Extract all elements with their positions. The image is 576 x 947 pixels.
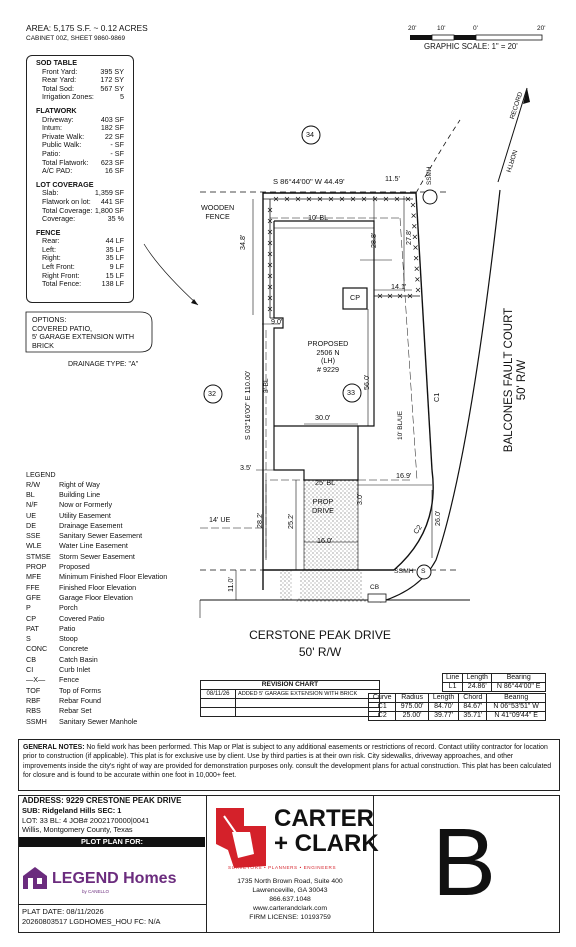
dim-11-5: 11.5' [385,174,400,183]
legend-key: R/W [26,479,40,489]
catch-basin-label: CB [370,584,380,591]
legend-row [26,552,206,562]
legend-row [26,490,206,500]
legend-value: Finished Floor Elevation [59,582,137,592]
ssmh-top-label: SSMH [426,166,433,185]
balcones-street-label [503,280,529,480]
flatwork-label: Intum: [42,123,62,133]
side-bl-label: 3' BL [263,378,270,393]
legend-key: —X— [26,675,46,685]
ue-14-label: 14' UE [209,515,231,524]
fence-x-mark [411,203,415,207]
proposed-line-2: 2506 N [316,347,340,357]
graphic-scale-label: GRAPHIC SCALE: 1" = 20' [424,42,518,51]
curve_table-cell: C1 [369,703,396,712]
line_table-header: Line [443,674,463,683]
coverage-label: Flatwork on lot: [42,196,91,206]
options-line-2: 5' GARAGE EXTENSION WITH [32,332,135,342]
coverage-rows [36,189,124,223]
cerstone-street-label [230,626,410,660]
flatwork-label: Public Walk: [42,140,82,150]
fence-x-mark [412,214,416,218]
coverage-label: Slab: [42,188,59,198]
fence-value: 9 LF [109,262,124,272]
legend-row [26,593,206,603]
legend-value: Minimum Finished Floor Elevation [59,572,168,582]
sod-title: SOD TABLE [36,58,77,67]
fence-value: 35 LF [105,253,124,263]
general-notes [23,743,555,781]
curve_table-header: Curve [369,694,396,703]
right-bl-label: 10' BL/UE [397,410,404,440]
dim-3-5: 3.5' [240,463,252,472]
plot-plan-banner: PLOT PLAN FOR: [19,837,205,847]
curve_table-cell: 975.00' [396,703,428,712]
proposed-house-label [304,340,352,374]
legend [26,470,206,727]
revision-desc [236,708,380,717]
legend-row [26,686,206,696]
sod-value: 395 SY [100,66,124,76]
curve_table-row [369,703,546,712]
dim-56-0: 56.0' [362,374,371,390]
ssmh-icon [368,190,437,602]
dim-16-0: 16.0' [317,536,333,545]
dim-9-0: 9.0' [271,317,283,326]
firm-map-icon [214,806,268,870]
legend-row [26,541,206,551]
proposed-line-4: # 9229 [317,364,339,374]
legend-value: Proposed [59,562,90,572]
flatwork-row [36,167,124,176]
line_table-row [443,683,546,692]
legend-row [26,665,206,675]
legend-value: Stoop [59,634,78,644]
curve_table-header: Chord [459,694,487,703]
fence-label: Right Front: [42,270,80,280]
curve_table-header: Bearing [487,694,546,703]
legend-value: Concrete [59,644,89,654]
revision-row [201,699,380,708]
balcones-street-row: 50' R/W [516,359,528,401]
line_table-cell: N 86°44'00" E [492,683,546,692]
legend-row [26,696,206,706]
legend-key: CONC [26,644,48,654]
flatwork-value: 22 SF [104,131,124,141]
curve_table-cell: 39.77' [428,712,459,721]
flatwork-title: FLATWORK [36,105,77,115]
sod-label: Total Sod: [42,83,74,93]
rear-bl-label: 10' BL [308,213,329,222]
firm-phone: 866.637.1048 [269,896,311,903]
flatwork-value: - SF [110,148,124,158]
record-label: RECORD [509,91,525,121]
dim-28-2: 28.2' [255,512,264,528]
revision-row [201,708,380,717]
legend-value: Rebar Set [59,706,92,716]
legend-value: Porch [59,603,78,613]
dim-11-0: 11.0' [226,577,235,592]
coverage-title: LOT COVERAGE [36,179,94,189]
legend-key: CI [26,665,34,675]
curve_table-cell: 84.67' [459,703,487,712]
curve-c2-label: C2 [411,522,424,536]
line_table-cell: L1 [443,683,463,692]
curve_table-cell: 25.00' [396,712,428,721]
revision-row [201,690,380,699]
curve_table-header: Radius [396,694,428,703]
legend-row [26,706,206,716]
legend-value: Now or Formerly [59,500,113,510]
firm-tagline: SURVEYORS • PLANNERS • ENGINEERS [228,865,337,870]
legend-value: Utility Easement [59,510,111,520]
cerstone-street-row: 50' R/W [298,645,342,659]
lot-33-label: 33 [347,388,355,397]
fence-x-mark [412,224,416,228]
dim-34-8: 34.8' [238,234,247,250]
options-title: OPTIONS: [32,315,67,324]
dim-26-0: 26.0' [433,510,442,526]
firm-address-line-2: Lawrenceville, GA 30043 [252,887,328,894]
legend-key: PROP [26,562,47,572]
legend-row [26,562,206,572]
fence-title: FENCE [36,227,61,237]
legend-row [26,614,206,624]
curve_table-cell: 35.71' [459,712,487,721]
legend-value: Building Line [59,490,101,499]
legend-key: WLE [26,541,42,551]
revision-date: 08/11/26 [201,690,236,699]
scale-tick-1: 20' [408,25,417,32]
balcones-street-name: BALCONES FAULT COURT [503,307,515,453]
wooden-fence-line-1: WOODEN [201,203,235,212]
legend-title: LEGEND [26,470,56,479]
legend-key: UE [26,510,36,520]
curve_table-row [369,712,546,721]
fence-label: Left Front: [42,262,75,272]
legend-row [26,500,206,510]
coverage-row [36,215,124,224]
line_table-header: Bearing [492,674,546,683]
flatwork-label: Total Flatwork: [42,157,89,167]
flatwork-label: Private Walk: [42,131,85,141]
fence-rows [36,237,124,289]
fence-value: 44 LF [105,236,124,246]
revision-desc [236,699,380,708]
legend-key: SSMH [26,716,47,726]
legend-row [26,572,206,582]
prop-drive-line-1: PROP [312,497,334,506]
dim-16-9: 16.9' [396,471,412,480]
coverage-value: 1,359 SF [94,188,124,198]
dim-25-bl: 25' BL [315,478,336,487]
flatwork-value: 403 SF [100,114,124,124]
flatwork-value: 623 SF [100,157,124,167]
left-bearing: S 03°16'00" E 110.00' [243,370,252,440]
legend-key: TOF [26,685,41,695]
fence-row [36,280,124,289]
fence-value: 35 LF [105,244,124,254]
general-notes-label: GENERAL NOTES: [23,744,85,751]
legend-key: RBS [26,706,41,716]
fence-x-mark [416,288,420,292]
legend-row [26,480,206,490]
firm-name-1: CARTER [274,805,374,832]
coverage-value: 1,800 SF [94,205,124,215]
curve_table-cell: N 06°53'51" W [487,703,546,712]
legend-value: Top of Forms [59,685,101,695]
flatwork-label: Driveway: [42,114,74,124]
legend-value: Storm Sewer Easement [59,551,135,561]
coverage-label: Coverage: [42,214,76,224]
legend-row [26,583,206,593]
legend-key: SSE [26,531,41,541]
options-line-3: BRICK [32,340,54,350]
legend-row [26,675,206,685]
revision-chart [200,680,380,717]
drainage-type: DRAINAGE TYPE: "A" [68,361,139,368]
legend-row [26,655,206,665]
sub-line: SUB: Ridgeland Hills SEC: 1 [22,806,122,815]
address-panel [19,796,205,847]
firm-website: www.carterandclark.com [252,905,328,912]
legend-value: Covered Patio [59,613,105,623]
sod-row [36,93,124,102]
options-text [32,316,134,350]
sod-value: 172 SY [100,75,124,85]
scale-tick-4: 20' [537,25,546,32]
prop-drive-label [312,498,334,515]
fence-x-mark [415,277,419,281]
legend-value: Right of Way [59,479,100,489]
legend-value: Catch Basin [59,654,98,664]
line-table [442,673,546,692]
address-line: ADDRESS: 9229 CRESTONE PEAK DRIVE [22,796,182,805]
legend-row [26,531,206,541]
legend-row [26,634,206,644]
proposed-line-3: (LH) [321,356,335,366]
dim-27-8: 27.8' [404,229,413,245]
county-line: Willis, Montgomery County, Texas [22,825,133,835]
legend-key: CP [26,613,36,623]
flatwork-value: - SF [110,140,124,150]
legend-key: DE [26,520,36,530]
plat-date-panel [19,904,206,926]
plat-date: PLAT DATE: 08/11/2026 [22,907,104,916]
legend-key: P [26,603,31,613]
fence-label: Total Fence: [42,279,82,289]
dim-28-8: 28.8' [369,232,378,248]
sod-value: 567 SY [100,83,124,93]
curve_table-cell: C2 [369,712,396,721]
line_table-header: Length [463,674,492,683]
quantities-box [26,55,134,303]
legend-value: Fence [59,675,79,685]
fence-label: Rear: [42,236,60,246]
legend-key: MFE [26,572,42,582]
fence-x-mark [415,267,419,271]
wooden-fence-label [201,204,234,221]
legend-row [26,624,206,634]
firm-address [210,877,370,922]
flatwork-value: 182 SF [100,123,124,133]
sod-label: Irrigation Zones: [42,92,94,102]
legend-value: Patio [59,623,76,633]
curve_table-cell: N 41°09'44" E [487,712,546,721]
builder-name: LEGEND Homes [52,870,177,887]
legend-value: Garage Floor Elevation [59,592,133,602]
fence-label: Right: [42,253,61,263]
general-notes-text: No field work has been performed. This Map or Plat is subject to any additional easements or restrictions of record. Contact utility contractor for location prior to construction (if applicable). This plat is for exclusive use by client. Use by third parties is at their own risk. City sidewalks, driveway approaches, and other improvements inside the city's right of way are provided for demonstration purposes only. consult the development plans for actual construction. This plat has been calculated for closure and is found to be accurate within one foot in 10,000+ feet. [23,744,552,780]
curve-c1-label: C1 [432,392,441,402]
fence-label: Left: [42,244,56,254]
builder-sub: by CANELLO [82,889,110,894]
scale-tick-3: 0' [473,25,478,32]
legend-key: STMSE [26,551,51,561]
options-line-1: COVERED PATIO, [32,323,93,333]
legend-key: FFE [26,582,40,592]
fence-x-mark [414,256,418,260]
flatwork-rows [36,116,124,176]
legend-key: PAT [26,623,39,633]
legend-rows [26,480,206,727]
cerstone-street-name: CERSTONE PEAK DRIVE [249,628,391,642]
firm-address-line-1: 1735 North Brown Road, Suite 400 [237,878,343,885]
line_table-cell: 24.86' [463,683,492,692]
sod-label: Front Yard: [42,66,78,76]
covered-patio-label: CP [350,293,360,302]
legend-row [26,511,206,521]
general-notes-box [18,739,560,791]
revision-date [201,699,236,708]
dim-30-0: 30.0' [315,413,331,422]
sod-label: Rear Yard: [42,75,77,85]
legend-row [26,717,206,727]
legend-row [26,644,206,654]
wooden-fence-line-2: FENCE [205,211,230,221]
legend-key: RBF [26,695,41,705]
scale-tick-2: 10' [437,25,446,32]
legend-value: Rebar Found [59,695,101,705]
lot-34-label: 34 [306,130,314,139]
dim-3-0: 3.0' [355,493,364,505]
coverage-label: Total Coverage: [42,205,93,215]
firm-name-2: + CLARK [274,830,379,857]
revision-date [201,708,236,717]
lot-area: AREA: 5,175 S.F. ~ 0.12 ACRES [26,23,148,33]
fence-x-marks [268,197,420,311]
legend-key: BL [26,490,35,499]
graphic-scale [410,35,542,40]
fence-value: 15 LF [105,270,124,280]
fence-lines [263,199,420,318]
flatwork-value: 16 SF [104,166,124,176]
coverage-value: 35 % [107,214,124,224]
house-logo-icon [22,866,48,890]
legend-value: Sanitary Sewer Manhole [59,716,138,726]
flatwork-label: Patio: [42,148,61,158]
curve_table-header: Length [428,694,459,703]
north-label: NORTH [504,148,518,173]
dim-25-2: 25.2' [286,513,295,529]
cabinet-ref: CABINET 00Z, SHEET 9860-9869 [26,35,126,42]
legend-value: Curb Inlet [59,665,91,675]
ssmh-bottom-label: SSMH [394,568,414,575]
fence-x-mark [414,246,418,250]
proposed-line-1: PROPOSED [307,339,349,348]
title-divider-1 [206,795,207,932]
legend-value: Drainage Easement [59,520,123,530]
legend-value: Sanitary Sewer Easement [59,531,143,541]
legend-key: S [26,634,31,644]
sod-rows [36,68,124,102]
curve_table-cell: 84.70' [428,703,459,712]
lot-32-label: 32 [208,389,216,398]
legend-row [26,521,206,531]
fence-value: 138 LF [101,279,124,289]
dim-14-1: 14.1' [391,282,407,291]
revision-desc: ADDED 5' GARAGE EXTENSION WITH BRICK [236,690,380,699]
revision-title: REVISION CHART [201,681,380,690]
coverage-value: 441 SF [100,196,124,206]
ssmh-s-symbol: S [421,568,426,575]
legend-key: N/F [26,500,38,510]
sod-value: 5 [120,92,124,102]
legend-key: CB [26,654,36,664]
curve-table [368,693,546,721]
job-line: 20260803517 LGDHOMES_HOU FC: N/A [22,917,161,926]
flatwork-label: A/C PAD: [42,166,73,176]
north-bearing: S 86°44'00" W 44.49' [273,177,345,186]
firm-license: FIRM LICENSE: 10193759 [249,914,331,921]
lot-line: LOT: 33 BL: 4 JOB# 2002170000|0041 [22,815,150,825]
legend-key: GFE [26,592,41,602]
legend-row [26,603,206,613]
sheet-letter: B [432,809,497,916]
legend-value: Water Line Easement [59,541,128,551]
prop-drive-line-2: DRIVE [312,505,334,515]
